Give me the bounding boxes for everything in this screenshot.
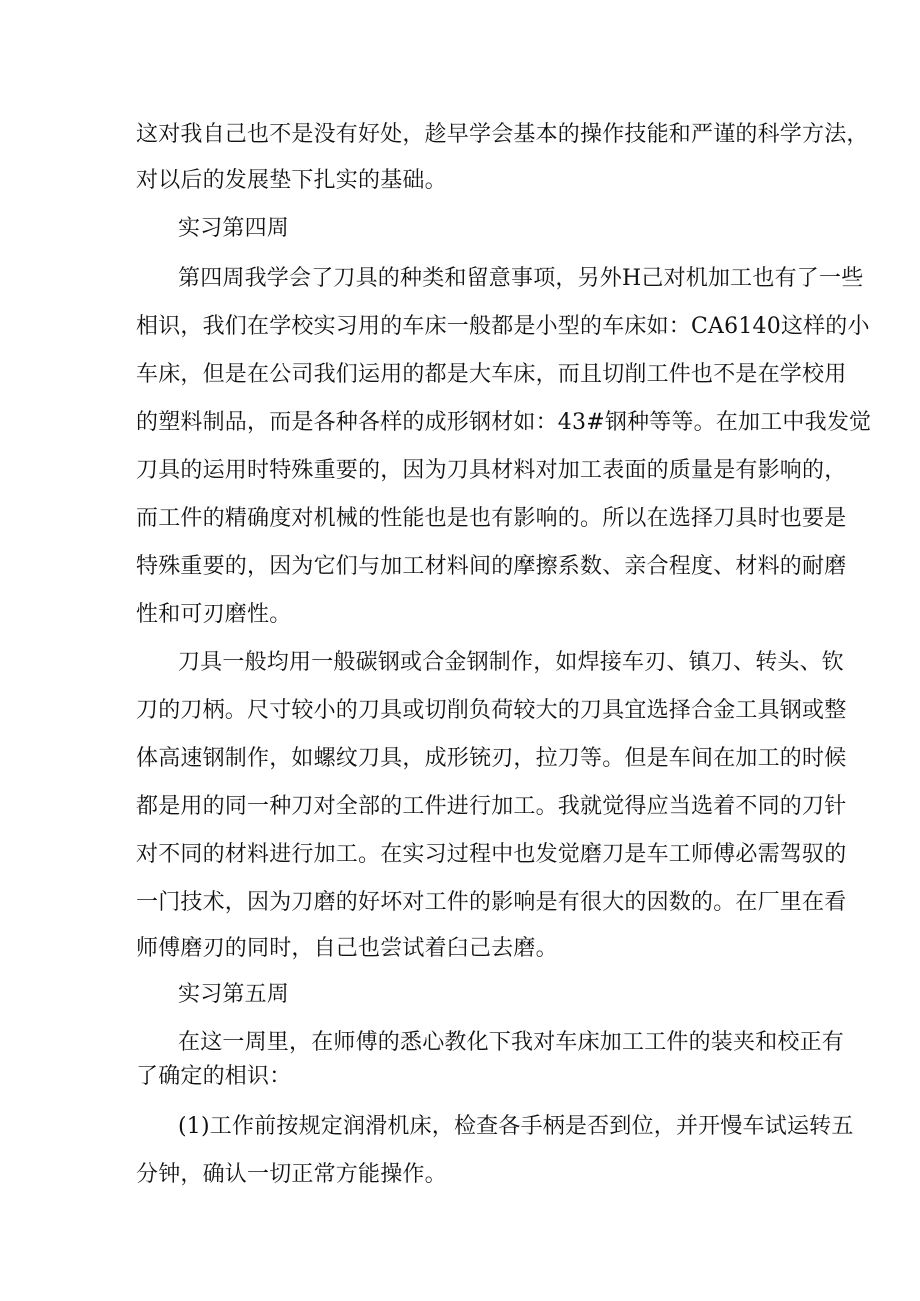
- paragraph-line: 这对我自己也不是没有好处，趁早学会基本的操作技能和严谨的科学方法，: [136, 122, 869, 147]
- paragraph-line: 体高速钢制作，如螺纹刀具，成形铳刃，拉刀等。但是车间在加工的时候: [136, 746, 847, 771]
- paragraph-line: 相识，我们在学校实习用的车床一般都是小型的车床如：CA6140这样的小: [136, 314, 870, 339]
- paragraph-line: 性和可刃磨性。: [136, 602, 292, 627]
- paragraph-line: 刀的刀柄。尺寸较小的刀具或切削负荷较大的刀具宜选择合金工具钢或整: [136, 698, 847, 723]
- paragraph-line: 特殊重要的，因为它们与加工材料间的摩擦系数、亲合程度、材料的耐磨: [136, 554, 847, 579]
- paragraph-line: 对不同的材料进行加工。在实习过程中也发觉磨刀是车工师傅必需驾驭的: [136, 842, 847, 867]
- paragraph-line: 刀具一般均用一般碳钢或合金钢制作，如焊接车刃、镇刀、转头、钦: [178, 650, 845, 675]
- section-heading: 实习第四周: [178, 216, 290, 241]
- paragraph-line: 对以后的发展垫下扎实的基础。: [136, 168, 447, 193]
- paragraph-line: 一门技术，因为刀磨的好坏对工件的影响是有很大的因数的。在厂里在看: [136, 890, 847, 915]
- section-heading: 实习第五周: [178, 982, 290, 1007]
- paragraph-line: 师傅磨刃的同时，自己也尝试着臼己去磨。: [136, 936, 558, 961]
- paragraph-line: 而工件的精确度对机械的性能也是也有影响的。所以在选择刀具时也要是: [136, 506, 847, 531]
- paragraph-line: 都是用的同一种刀对全部的工件进行加工。我就觉得应当选着不同的刀针: [136, 794, 847, 819]
- paragraph-line: 分钟，确认一切正常方能操作。: [136, 1162, 447, 1187]
- paragraph-line: 了确定的相识：: [136, 1064, 292, 1089]
- paragraph-line: 车床，但是在公司我们运用的都是大车床，而且切削工件也不是在学校用: [136, 362, 847, 387]
- paragraph-line: 刀具的运用时特殊重要的，因为刀具材料对加工表面的质量是有影响的，: [136, 458, 847, 483]
- paragraph-line: 第四周我学会了刀具的种类和留意事项，另外H己对机加工也有了一些: [178, 266, 864, 291]
- paragraph-line: 的塑料制品，而是各种各样的成形钢材如：43#钢种等等。在加工中我发觉: [136, 410, 872, 435]
- paragraph-line: (1)工作前按规定润滑机床，检查各手柄是否到位，并开慢车试运转五: [178, 1114, 854, 1139]
- paragraph-line: 在这一周里，在师傅的悉心教化下我对车床加工工件的装夹和校正有: [178, 1030, 845, 1055]
